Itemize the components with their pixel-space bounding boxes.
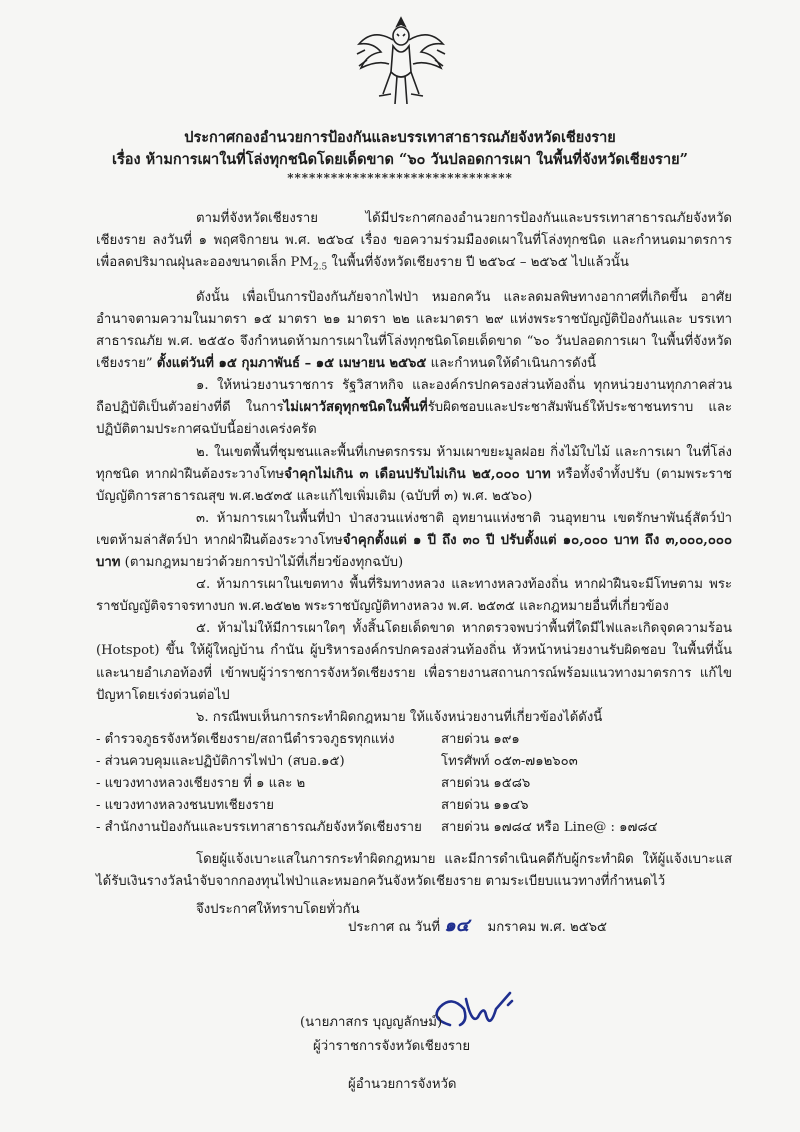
issuer-title: ประกาศกองอำนวยการป้องกันและบรรเทาสาธารณภัยจังหวัดเชียงราย — [184, 129, 616, 146]
paragraph-order: ดังนั้น เพื่อเป็นการป้องกันภัยจากไฟป่า หมอกควัน และลดมลพิษทางอากาศที่เกิดขึ้น อาศัยอำนาจตามความในมาตรา ๑๕ มาตรา ๒๑ มาตรา ๒๒ และมาตรา ๒๙ แห่งพระราชบัญญัติป้องกันและ บรรเทาสาธารณภัย พ.ศ. ๒๕๕๐ จึงกำหนดห้ามการเผาในที่โล่งทุกชนิดโดยเด็ดขาด “๖๐ วันปลอดการเผา ในพื้นที่จังหวัดเชียงราย” ตั้งแต่วันที่ ๑๕ กุมภาพันธ์ – ๑๕ เมษายน ๒๕๖๕ และกำหนดให้ดำเนินการดังนี้ — [96, 289, 732, 372]
item-5: ๕. ห้ามไม่ให้มีการเผาใดๆ ทั้งสิ้นโดยเด็ดขาด หากตรวจพบว่าพื้นที่ใดมีไฟและเกิดจุดความร้อน (Hotspot) ขึ้น ให้ผู้ใหญ่บ้าน กำนัน ผู้บริหารองค์กรปกครองส่วนท้องถิ่น หัวหน้าหน่วยงานรับผิดชอบ ในพื้นที่นั้น และนายอำเภอท้องที่ เข้าพบผู้ว่าราชการจังหวัดเชียงราย เพื่อรายงานสถานการณ์พร้อมแนวทางมาตรการ แก้ไขปัญหาโดยเร่งด่วนต่อไป — [96, 621, 732, 703]
item-1: ๑. ให้หน่วยงานราชการ รัฐวิสาหกิจ และองค์กรปกครองส่วนท้องถิ่น ทุกหน่วยงานทุกภาคส่วน ถือปฏิบัติเป็นตัวอย่างที่ดี ในการไม่เผาวัสดุทุกชนิดในพื้นที่รับผิดชอบและประชาสัมพันธ์ให้ประชาชนทราบ และปฏิบัติตามประกาศฉบับนี้อย่างเคร่งครัด — [96, 378, 732, 438]
signer-name: (นายภาสกร บุญญลักษม์) — [300, 1015, 443, 1030]
contact-row: - สำนักงานป้องกันและบรรเทาสาธารณภัยจังหวัดเชียงราย สายด่วน ๑๗๘๔ หรือ Line@ : ๑๗๘๔ — [96, 820, 658, 836]
signer-position: ผู้ว่าราชการจังหวัดเชียงราย — [313, 1039, 471, 1054]
handwritten-day: ๑๔ — [444, 915, 470, 936]
garuda-emblem-icon — [353, 10, 449, 110]
contact-list — [96, 729, 732, 839]
announcement-body — [96, 208, 732, 922]
divider-stars: ******************************* — [287, 171, 513, 185]
contact-row: - แขวงทางหลวงเชียงราย ที่ ๑ และ ๒ สายด่วน ๑๕๘๖ — [96, 775, 531, 791]
subject-title: เรื่อง ห้ามการเผาในที่โล่งทุกชนิดโดยเด็ดขาด “๖๐ วันปลอดการเผา ในพื้นที่จังหวัดเชียงราย” — [112, 151, 688, 168]
issue-date: ประกาศ ณ วันที่ ๑๔ มกราคม พ.ศ. ๒๕๖๕ — [348, 915, 608, 936]
paragraph-closing: จึงประกาศให้ทราบโดยทั่วกัน — [196, 902, 360, 918]
item-2: ๒. ในเขตพื้นที่ชุมชนและพื้นที่เกษตรกรรม ห้ามเผาขยะมูลฝอย กิ่งไม้ใบไม้ และการเผา ในที่โล่งทุกชนิด หากฝ่าฝืนต้องระวางโทษจำคุกไม่เกิน ๓ เดือนปรับไม่เกิน ๒๕,๐๐๐ บาท หรือทั้งจำทั้งปรับ (ตามพระราชบัญญัติการสาธารณสุข พ.ศ.๒๕๓๕ และแก้ไขเพิ่มเติม (ฉบับที่ ๓) พ.ศ. ๒๕๖๐) — [96, 444, 732, 504]
contact-row: - ตำรวจภูธรจังหวัดเชียงราย/สถานีตำรวจภูธรทุกแห่ง สายด่วน ๑๙๑ — [96, 731, 520, 747]
item-3: ๓. ห้ามการเผาในพื้นที่ป่า ป่าสงวนแห่งชาติ อุทยานแห่งชาติ วนอุทยาน เขตรักษาพันธุ์สัตว์ป่า เขตห้ามล่าสัตว์ป่า หากฝ่าฝืนต้องระวางโทษจำคุกตั้งแต่ ๑ ปี ถึง ๓๐ ปี ปรับตั้งแต่ ๑๐,๐๐๐ บาท ถึง ๓,๐๐๐,๐๐๐ บาท (ตามกฎหมายว่าด้วยการป่าไม้ที่เกี่ยวข้องทุกฉบับ) — [96, 510, 732, 571]
signer-role: ผู้อำนวยการจังหวัด — [348, 1077, 457, 1092]
item-6: ๖. กรณีพบเห็นการกระทำผิดกฎหมาย ให้แจ้งหน่วยงานที่เกี่ยวข้องได้ดังนี้ — [196, 709, 603, 725]
item-4: ๔. ห้ามการเผาในเขตทาง พื้นที่ริมทางหลวง และทางหลวงท้องถิ่น หากฝ่าฝืนจะมีโทษตาม พระราชบัญญัติจราจรทางบก พ.ศ.๒๕๒๒ พระราชบัญญัติทางหลวง พ.ศ. ๒๕๓๕ และกฎหมายอื่นที่เกี่ยวข้อง — [96, 577, 732, 615]
contact-row: - ส่วนควบคุมและปฏิบัติการไฟป่า (สบอ.๑๕) โทรศัพท์ ๐๕๓-๗๑๒๖๐๓ — [96, 753, 578, 769]
contact-row: - แขวงทางหลวงชนบทเชียงราย สายด่วน ๑๑๔๖ — [96, 798, 529, 814]
paragraph-reward: โดยผู้แจ้งเบาะแสในการกระทำผิดกฎหมาย และมีการดำเนินคดีกับผู้กระทำผิด ให้ผู้แจ้งเบาะแส ได้รับเงินรางวัลนำจับจากกองทุนไฟป่าและหมอกควันจังหวัดเชียงราย ตามระเบียบแนวทางที่กำหนดไว้ — [96, 852, 732, 890]
announcement-header — [60, 127, 740, 185]
paragraph-reference: ตามที่จังหวัดเชียงราย ได้มีประกาศกองอำนวยการป้องกันและบรรเทาสาธารณภัยจังหวัดเชียงราย ลงวันที่ ๑ พฤศจิกายน พ.ศ. ๒๕๖๔ เรื่อง ขอความร่วมมืองดเผาในที่โล่งทุกชนิด และกำหนดมาตรการ เพื่อลดปริมาณฝุ่นละอองขนาดเล็ก $PM_{2.5}$ ในพื้นที่จังหวัดเชียงราย ปี ๒๕๖๔ – ๒๕๖๕ ไปแล้วนั้น — [96, 211, 732, 273]
signature-block — [300, 915, 660, 939]
